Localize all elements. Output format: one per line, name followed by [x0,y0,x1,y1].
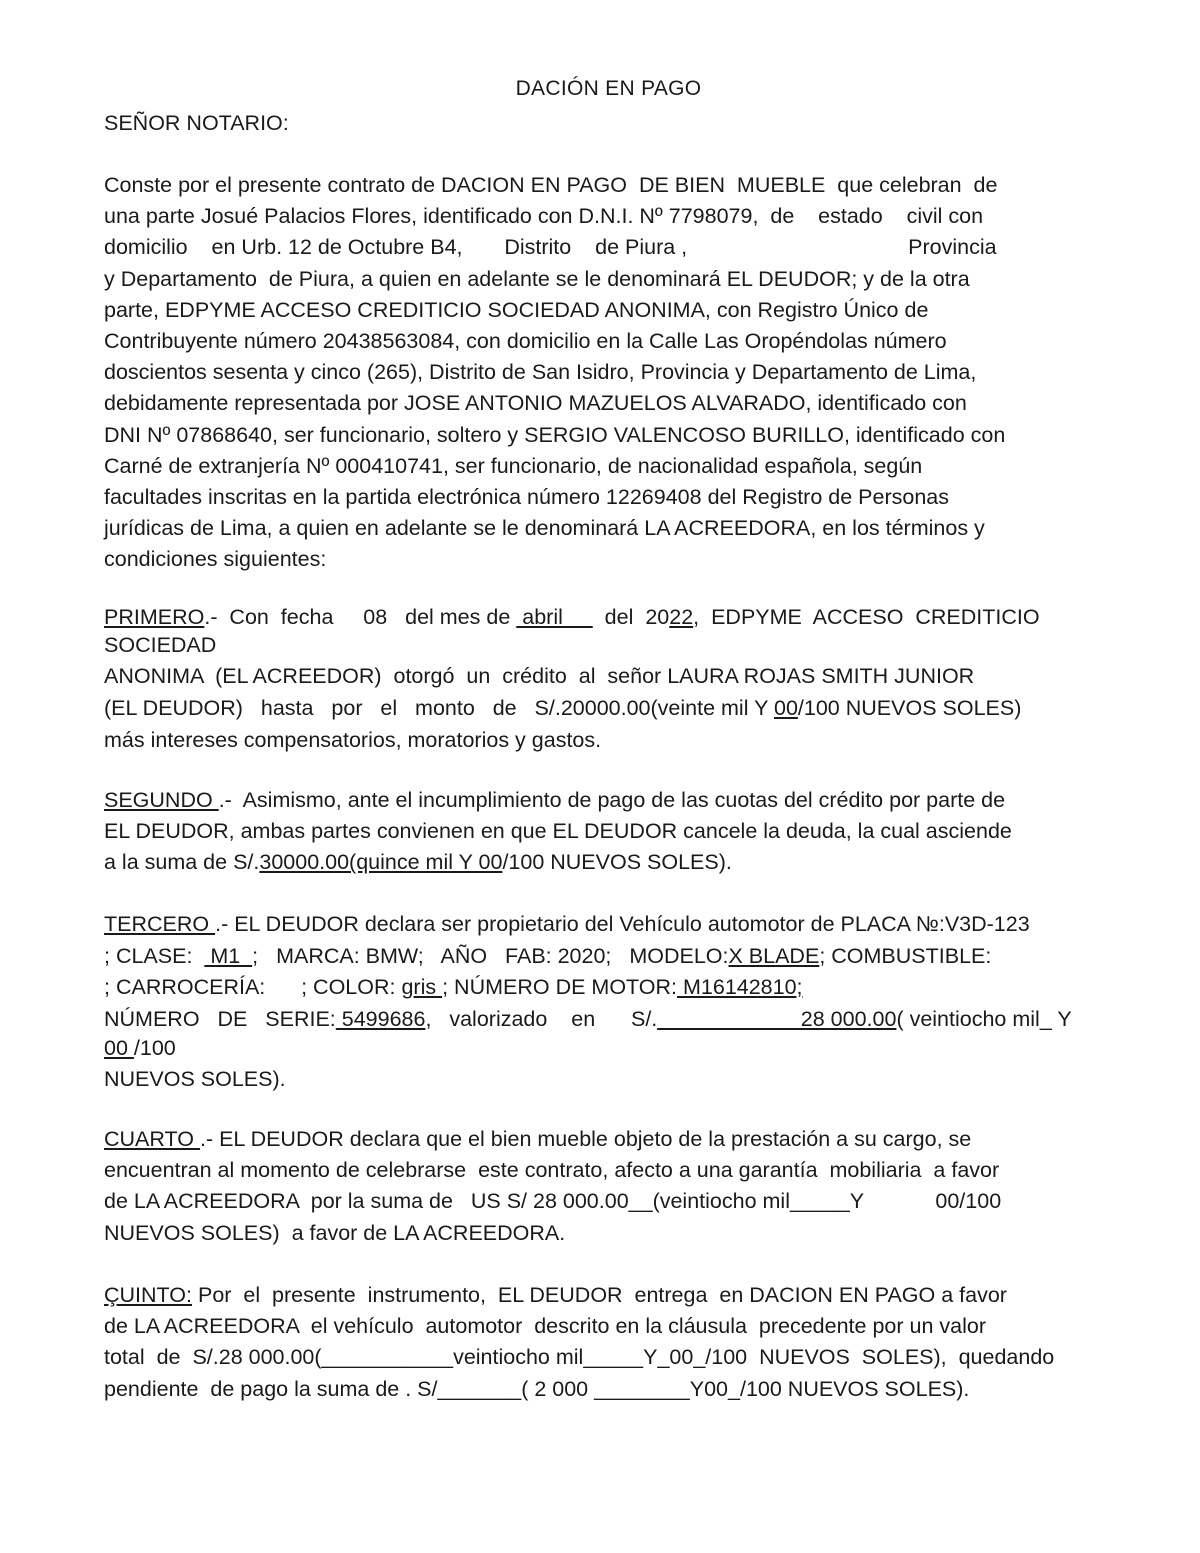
text-segment: (EL DEUDOR) hasta por el monto de S/.20000.00(veinte mil Y [104,696,774,720]
text-segment: , valorizado en S/. [425,1006,658,1031]
text-line: una parte Josué Palacios Flores, identificado con D.N.I. Nº 7798079, de estado civil con [104,204,984,229]
text-line: jurídicas de Lima, a quien en adelante se le denominará LA ACREEDORA, en los términos y [104,516,985,541]
clause-primero [104,603,1119,756]
underlined-field: 00 [478,850,503,875]
clause-tercero [104,909,1119,1097]
text-line: NUEVOS SOLES). [104,1067,286,1091]
text-line: condiciones siguientes: [104,547,327,572]
text-line: Contribuyente número 20438563084, con domicilio en la Calle Las Oropéndolas número [104,329,947,354]
text-segment: a la suma de S/. [104,850,260,875]
text-line: debidamente representada por JOSE ANTONIO MAZUELOS ALVARADO, identificado con [104,391,967,416]
text-line [104,1280,1119,1311]
text-segment: /100 [133,1036,176,1060]
text-line: total de S/.28 000.00(___________veintiocho mil_____Y_00_/100 NUEVOS SOLES), quedando [104,1345,1055,1370]
clause-cuarto [104,1124,1119,1249]
text-segment: del 20 [592,605,670,629]
underlined-field: M16142810; [677,975,803,999]
clause-quinto [104,1280,1119,1405]
text-line: Carné de extranjería Nº 000410741, ser funcionario, de nacionalidad española, según [104,453,923,478]
text-line: doscientos sesenta y cinco (265), Distrito de San Isidro, Provincia y Departamento de Lima, [104,360,977,385]
text-line: SOCIEDAD [104,633,217,657]
clause-heading: PRIMERO [104,605,205,629]
clause-segundo [104,785,1119,879]
text-segment: /100 NUEVOS SOLES) [797,696,1022,720]
text-segment: , EDPYME ACCESO CREDITICIO [693,605,1040,629]
text-line [104,909,1119,941]
text-line: domicilio en Urb. 12 de Octubre B4, Distrito de Piura , Provincia [104,235,997,260]
underlined-field: 00 [104,1036,134,1060]
text-line [104,941,1119,973]
text-segment: NÚMERO DE SERIE: [104,1006,336,1031]
underlined-field: ____________28 000.00 [657,1006,897,1031]
underlined-field: abril [516,605,593,629]
text-line: NUEVOS SOLES) a favor de LA ACREEDORA. [104,1220,566,1245]
underlined-field: X BLADE [728,943,820,968]
text-line [104,1124,1119,1155]
text-line [104,847,1119,878]
clause-heading: TERCERO [104,912,216,936]
text-line: EL DEUDOR, ambas partes convienen en que EL DEUDOR cancele la deuda, la cual asciende [104,819,1012,844]
text-line: facultades inscritas en la partida electrónica número 12269408 del Registro de Personas [104,485,949,510]
text-segment: ; COMBUSTIBLE: [819,943,992,968]
text-line: y Departamento de Piura, a quien en adelante se le denominará EL DEUDOR; y de la otra [104,266,970,291]
text-segment: .- Asimismo, ante el incumplimiento de pago de las cuotas del crédito por parte de [218,788,1006,812]
text-segment: ; MARCA: BMW; AÑO FAB: 2020; MODELO: [252,943,729,968]
underlined-field: gris [401,975,443,999]
text-line [104,1035,1119,1061]
text-line [104,603,1119,631]
text-line [104,972,1119,1004]
text-line: pendiente de pago la suma de . S/_______( 2 000 ________Y00_/100 NUEVOS SOLES). [104,1376,970,1401]
underlined-field: M1 [204,943,253,968]
text-line: Conste por el presente contrato de DACION EN PAGO DE BIEN MUEBLE que celebran de [104,173,998,197]
text-segment: ( veintiocho mil_ Y [896,1006,1072,1031]
intro-paragraph [104,170,1119,576]
underlined-field: 30000.00(quince mil Y [259,850,479,875]
underlined-field: 22 [669,605,694,629]
text-segment: Por el presente instrumento, EL DEUDOR entrega en DACION EN PAGO a favor [192,1283,1007,1307]
text-segment: .- EL DEUDOR declara ser propietario del Vehículo automotor de PLACA №:V3D-123 [215,912,1030,936]
text-segment: ; CLASE: [104,943,205,968]
text-line: parte, EDPYME ACCESO CREDITICIO SOCIEDAD ANONIMA, con Registro Único de [104,297,929,322]
clause-heading: SEGUNDO [104,788,219,812]
underlined-field: 5499686 [335,1006,426,1031]
text-line: de LA ACREEDORA el vehículo automotor descrito en la cláusula precedente por un valor [104,1314,986,1339]
text-line [104,1004,1119,1036]
text-segment: .- Con fecha 08 del mes de [204,605,517,629]
text-segment: /100 NUEVOS SOLES). [502,850,732,875]
text-line [104,693,1119,724]
text-line: de LA ACREEDORA por la suma de US S/ 28 000.00__(veintiocho mil_____Y 00/100 [104,1189,1002,1214]
salutation: SEÑOR NOTARIO: [104,111,289,135]
text-line: más intereses compensatorios, moratorios y gastos. [104,728,602,752]
text-line: ANONIMA (EL ACREEDOR) otorgó un crédito al señor LAURA ROJAS SMITH JUNIOR [104,664,975,688]
clause-heading: CUARTO [104,1127,200,1151]
text-line [104,785,1119,816]
text-segment: .- EL DEUDOR declara que el bien mueble objeto de la prestación a su cargo, se [199,1127,972,1151]
text-segment: ; CARROCERÍA: ; COLOR: [104,975,402,999]
text-segment: ; NÚMERO DE MOTOR: [442,975,678,999]
text-line: DNI Nº 07868640, ser funcionario, soltero y SERGIO VALENCOSO BURILLO, identificado con [104,422,1006,447]
text-line: encuentran al momento de celebrarse este contrato, afecto a una garantía mobiliaria a favor [104,1158,1000,1183]
document-title: DACIÓN EN PAGO [515,77,702,100]
clause-heading: ÇUINTO: [104,1283,192,1307]
underlined-field: 00 [774,696,798,720]
